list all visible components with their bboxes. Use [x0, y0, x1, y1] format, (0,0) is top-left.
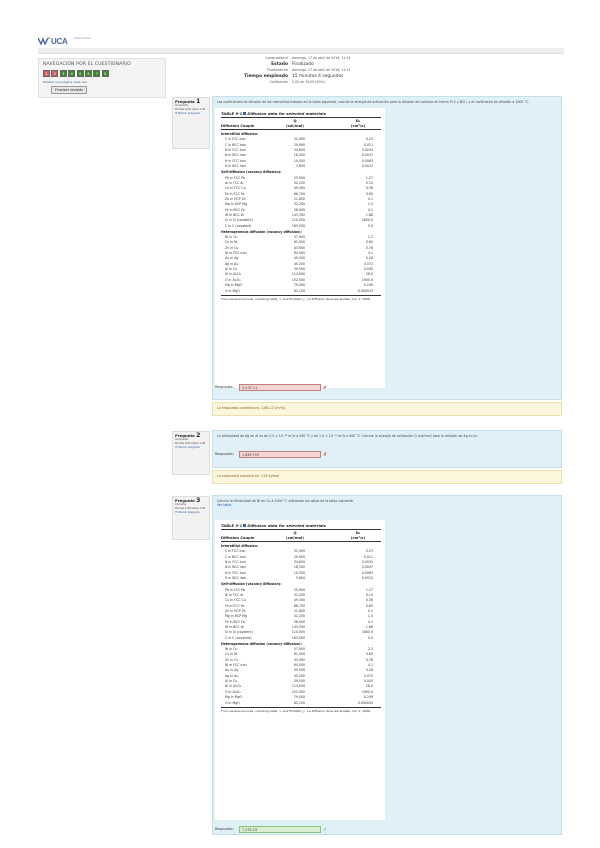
activation-energy: 49,300 — [293, 186, 305, 191]
view-table-link[interactable]: Ver tabla — [217, 503, 232, 507]
table-rule-bottom — [221, 295, 381, 296]
flag-icon: ⚑ — [175, 112, 178, 115]
activation-energy: 61,500 — [293, 652, 305, 657]
summary-value: domingo, 17 de abril de 2016, 11:14 — [292, 68, 351, 72]
diffusion-constant: 0.36 — [365, 598, 373, 603]
activation-energy: 64,000 — [293, 663, 305, 668]
question-text: La difusividad de Ag en Al es de 2,3 × 10⁻¹⁴ m²/s a 500 °C y de 1,0 × 10⁻¹⁰ m²/s a 900 °C. Calcule la energía de activación Q (cal/mol) para la difusión de Ag en Al. — [217, 434, 478, 438]
diffusion-constant: 0.65 — [365, 240, 373, 245]
diffusion-couple: W in BCC W — [225, 212, 244, 217]
uca-logo-icon — [38, 36, 50, 45]
activation-energy: 43,900 — [293, 245, 305, 250]
diffusion-couple: C in BCC iron — [225, 554, 246, 559]
table-row — [225, 576, 377, 581]
column-header-couple: Diffusion Couple — [221, 123, 255, 128]
activation-energy: 45,500 — [293, 256, 305, 261]
activation-energy: 143,300 — [291, 624, 305, 629]
diffusion-couple: Mg in MgO — [225, 283, 242, 288]
table-section-heading: Interstitial diffusion: — [221, 544, 259, 548]
answer-label: Respuesta: — [215, 452, 234, 457]
question-score: Puntúa 1,00 sobre 1,00 — [175, 507, 206, 510]
diffusion-constant: 1900.0 — [361, 277, 373, 282]
summary-value: 5,00 de 10,00 (50%) — [292, 80, 325, 84]
column-header-q-unit: (cal/mol) — [286, 123, 304, 128]
diffusion-couple: H in BCC iron — [225, 164, 247, 169]
diffusion-constant: 0.0012 — [361, 164, 373, 169]
table-rule-header — [221, 129, 381, 130]
column-header-q: Q — [293, 531, 297, 535]
diffusion-constant: 0.011 — [363, 554, 373, 559]
table-section-heading: Interstitial diffusion: — [221, 132, 259, 136]
activation-energy: 57,900 — [293, 647, 305, 651]
diffusion-constant: 0.65 — [365, 191, 373, 196]
column-header-q-unit: (cal/mol) — [286, 535, 304, 540]
answer-label: Respuesta: — [215, 385, 234, 390]
activation-energy: 43,900 — [293, 657, 305, 662]
table-title — [221, 523, 326, 528]
table-row — [225, 701, 377, 706]
diffusion-couple: Fe in FCC Fe — [225, 603, 245, 608]
diffusion-constant: 0.23 — [365, 549, 373, 554]
diffusion-couple: Fe in BCC Fe — [225, 619, 245, 624]
top-navbar — [38, 48, 564, 54]
diffusion-couple: N in FCC iron — [225, 148, 246, 153]
diffusion-couple: Pb in FCC Pb — [225, 175, 246, 180]
activation-energy: 110,000 — [291, 218, 305, 223]
diffusion-constant: 0.0047 — [361, 153, 373, 158]
diffusion-constant: 1.27 — [365, 587, 373, 592]
activation-energy: 163,000 — [291, 635, 305, 640]
diffusion-constant: 1.88 — [365, 212, 373, 217]
summary-value: 15 minutos 4 segundos — [292, 74, 344, 79]
diffusion-couple: O in Al₂O₃ — [225, 277, 241, 282]
diffusion-couple: Pb in FCC Pb — [225, 587, 246, 592]
question-text: Calcule la difusividad de Ni en Cu a 1000 °C utilizando los datos de la tabla siguiente. — [217, 499, 354, 503]
table-section-heading: Heterogeneous diffusion (vacancy diffusion): — [221, 641, 302, 646]
table-section-heading: Self-diffusion (vacancy diffusion): — [221, 170, 282, 175]
diffusion-couple: Al in FCC Al — [225, 592, 244, 597]
summary-row — [170, 80, 564, 86]
activation-energy: 21,800 — [293, 196, 305, 201]
activation-energy: 114,000 — [291, 272, 305, 277]
question-2-feedback: La respuesta correcta es: 113 kJ/mol — [212, 470, 562, 484]
diffusion-constant: 1.27 — [365, 175, 373, 180]
column-header-d0-unit: (cm²/s) — [350, 123, 366, 128]
diffusion-constant: 0.072 — [363, 261, 373, 266]
diffusion-constant: 0.36 — [365, 186, 373, 191]
diffusion-constant: 0.011 — [363, 142, 373, 147]
activation-energy: 25,900 — [293, 175, 305, 180]
question-number: Pregunta 2 — [175, 432, 201, 439]
diffusion-constant: 0.0063 — [361, 158, 373, 163]
attempt-summary — [170, 56, 564, 86]
diffusion-constant: 0.65 — [365, 603, 373, 608]
flag-question-link[interactable]: ⚑ Marcar pregunta — [175, 511, 200, 514]
column-header-d0: D₀ — [355, 531, 361, 535]
diffusion-couple: Au in Ag — [225, 256, 239, 261]
table-source-note: From several sources, including Adda, Y. and Philibert, J., La Diffusion dans les Solides, Vol. 2, 1966. — [221, 296, 371, 301]
activation-energy: 152,000 — [291, 689, 305, 694]
diffusion-couple: Zn in Cu — [225, 657, 239, 662]
diffusion-constant: 1.0 — [367, 614, 373, 619]
show-one-page-link[interactable]: Mostrar una página cada vez — [43, 80, 87, 84]
quiz-navigation-buttons — [43, 70, 109, 77]
question-score: Puntúa 0,00 sobre 1,00 — [175, 108, 206, 111]
activation-energy: 32,200 — [293, 202, 305, 207]
table-label: TABLE 5-1 — [221, 111, 243, 116]
diffusion-couple: Mg in MgO — [225, 695, 242, 700]
table-row — [225, 164, 377, 169]
diffusion-couple: Au in Ag — [225, 668, 239, 673]
diffusion-couple: H in FCC iron — [225, 570, 246, 575]
quiz-nav-button-3[interactable]: 3 — [60, 70, 67, 77]
diffusion-data-table — [215, 520, 385, 820]
diffusion-constant: 2.3 — [367, 647, 373, 651]
diffusion-couple: N in FCC iron — [225, 560, 246, 565]
incorrect-icon: ✗ — [323, 451, 328, 458]
activation-energy: 32,200 — [293, 592, 305, 597]
table-rule-header — [221, 541, 381, 542]
quiz-nav-button-7[interactable]: 7 — [93, 70, 100, 77]
diffusion-couple: N in BCC iron — [225, 153, 247, 158]
diffusion-couple: W in BCC W — [225, 624, 244, 629]
site-header — [38, 36, 138, 46]
question-2-content — [212, 430, 562, 468]
diffusion-constant: 0.045 — [363, 679, 373, 684]
diffusion-couple: Zn in Cu — [225, 245, 239, 250]
diffusion-constant: 2.3 — [367, 235, 373, 239]
diffusion-couple: Al in Al₂O₃ — [225, 684, 242, 689]
diffusion-constant: 5.0 — [367, 223, 373, 228]
diffusion-constant: 1.0 — [367, 202, 373, 207]
table-marker-icon — [243, 112, 246, 115]
activation-energy: 20,900 — [293, 142, 305, 147]
activation-energy: 61,500 — [293, 240, 305, 245]
diffusion-couple: Cu in Ni — [225, 652, 238, 657]
diffusion-constant: 0.26 — [365, 256, 373, 261]
diffusion-constant: 0.10 — [365, 592, 373, 597]
summary-value: Finalizado — [292, 62, 314, 67]
diffusion-constant: 28.0 — [365, 272, 373, 277]
diffusion-couple: Al in Al₂O₃ — [225, 272, 242, 277]
diffusion-couple: Al in FCC Al — [225, 180, 244, 185]
diffusion-couple: C in C (covalent) — [225, 223, 252, 228]
activation-energy: 40,200 — [293, 261, 305, 266]
question-text: Los coeficientes de difusión de los elementos listados en la tabla siguiente, calcule la energía de activación para la difusión de carbono en hierro FCC y BCC, y el coeficiente de difusión a 1000 °C. — [217, 100, 530, 104]
activation-energy: 58,900 — [293, 619, 305, 624]
diffusion-couple: C in BCC iron — [225, 142, 246, 147]
quiz-nav-button-8[interactable]: 8 — [102, 70, 109, 77]
question-number: Pregunta 3 — [175, 497, 201, 504]
activation-energy: 114,000 — [291, 684, 305, 689]
diffusion-couple: C in FCC iron — [225, 137, 246, 142]
diffusion-constant: 1800.0 — [361, 218, 373, 223]
incorrect-icon: ✗ — [323, 384, 328, 391]
diffusion-couple: Cu in FCC Cu — [225, 598, 246, 603]
diffusion-constant: 0.0063 — [361, 570, 373, 575]
quiz-nav-button-6[interactable]: 6 — [85, 70, 92, 77]
summary-value: domingo, 17 de abril de 2016, 11:14 — [292, 56, 351, 60]
diffusion-constant: 0.249 — [363, 695, 373, 700]
table-row — [225, 224, 377, 229]
diffusion-couple: Zn in HCP Zn — [225, 196, 246, 201]
activation-energy: 79,000 — [293, 283, 305, 288]
diffusion-constant: 0.65 — [365, 652, 373, 657]
activation-energy: 3,600 — [295, 576, 305, 581]
summary-label: Estado — [271, 62, 288, 67]
diffusion-couple: Ag in Au — [225, 673, 239, 678]
table-row — [225, 636, 377, 641]
diffusion-couple: Al in Cu — [225, 679, 238, 684]
table-label: TABLE 5-1 — [221, 523, 243, 528]
question-status: Incorrecta — [175, 104, 189, 107]
diffusion-couple: Ni in FCC iron — [225, 251, 247, 256]
diffusion-data-table — [215, 108, 385, 388]
question-1-info — [172, 97, 210, 149]
diffusion-constant: 0.78 — [365, 245, 373, 250]
activation-energy: 3,600 — [295, 164, 305, 169]
column-header-d0-unit: (cm²/s) — [350, 535, 366, 540]
correct-icon: ✓ — [323, 826, 328, 833]
flag-icon: ⚑ — [175, 446, 178, 449]
finish-review-button[interactable]: Finalizar revisión — [51, 86, 87, 94]
activation-energy: 79,000 — [293, 695, 305, 700]
quiz-nav-button-4[interactable]: 4 — [68, 70, 75, 77]
activation-energy: 82,100 — [293, 288, 305, 293]
diffusion-constant: 0.0034 — [361, 148, 373, 153]
diffusion-couple: Ag in Au — [225, 261, 239, 266]
diffusion-constant: 1.88 — [365, 624, 373, 629]
diffusion-constant: 4.1 — [367, 251, 373, 256]
summary-label: Comenzado el — [265, 56, 288, 60]
activation-energy: 21,800 — [293, 608, 305, 613]
activation-energy: 18,300 — [293, 153, 305, 158]
table-caption: Diffusion data for selected materials — [247, 111, 326, 116]
diffusion-couple: H in BCC iron — [225, 576, 247, 581]
activation-energy: 10,300 — [293, 158, 305, 163]
diffusion-constant: 0.0047 — [361, 565, 373, 570]
diffusion-couple: Mg in HCP Mg — [225, 614, 248, 619]
activation-energy: 57,900 — [293, 235, 305, 239]
diffusion-constant: 28.0 — [365, 684, 373, 689]
activation-energy: 32,200 — [293, 180, 305, 185]
diffusion-couple: Mg in HCP Mg — [225, 202, 248, 207]
activation-energy: 58,900 — [293, 207, 305, 212]
diffusion-constant: 1900.0 — [361, 689, 373, 694]
diffusion-constant: 0.072 — [363, 673, 373, 678]
activation-energy: 39,500 — [293, 679, 305, 684]
table-section-heading: Heterogeneous diffusion (vacancy diffusion): — [221, 229, 302, 234]
activation-energy: 110,000 — [291, 630, 305, 635]
diffusion-constant: 4.1 — [367, 619, 373, 624]
quiz-nav-button-1[interactable]: 1 — [43, 70, 50, 77]
activation-energy: 32,900 — [293, 137, 305, 142]
activation-energy: 40,200 — [293, 673, 305, 678]
activation-energy: 143,300 — [291, 212, 305, 217]
diffusion-constant: 0.045 — [363, 267, 373, 272]
diffusion-couple: Ni in FCC iron — [225, 663, 247, 668]
activation-energy: 64,000 — [293, 251, 305, 256]
diffusion-couple: Zn in HCP Zn — [225, 608, 246, 613]
activation-energy: 34,600 — [293, 560, 305, 565]
summary-label: Finalizado en — [267, 68, 288, 72]
diffusion-constant: 0.26 — [365, 668, 373, 673]
diffusion-couple: N in BCC iron — [225, 565, 247, 570]
diffusion-couple: Cu in Ni — [225, 240, 238, 245]
diffusion-constant: 0.10 — [365, 180, 373, 185]
diffusion-constant: 1800.0 — [361, 630, 373, 635]
table-rule-top — [221, 529, 381, 530]
table-rule-top — [221, 117, 381, 118]
table-section-heading: Self-diffusion (vacancy diffusion): — [221, 582, 282, 587]
diffusion-couple: O in Al₂O₃ — [225, 689, 241, 694]
diffusion-couple: Fe in BCC Fe — [225, 207, 245, 212]
diffusion-constant: 0.000043 — [357, 700, 373, 705]
quiz-nav-button-2[interactable]: 2 — [51, 70, 58, 77]
diffusion-couple: Al in Cu — [225, 267, 238, 272]
activation-energy: 45,500 — [293, 668, 305, 673]
diffusion-constant: 0.1 — [367, 608, 373, 613]
diffusion-constant: 0.000043 — [357, 288, 373, 293]
quiz-navigation-title: NAVEGACIÓN POR EL CUESTIONARIO — [43, 62, 131, 67]
answer-input[interactable]: 3,47E-11 — [239, 384, 321, 391]
table-caption: Diffusion data for selected materials — [247, 523, 326, 528]
question-status: Incorrecta — [175, 438, 189, 441]
activation-energy: 82,100 — [293, 700, 305, 705]
column-header-couple: Diffusion Couple — [221, 535, 255, 540]
activation-energy: 152,000 — [291, 277, 305, 282]
activation-energy: 66,700 — [293, 603, 305, 608]
activation-energy: 34,600 — [293, 148, 305, 153]
answer-input[interactable]: 7,27E-15 — [239, 826, 321, 833]
diffusion-couple: C in C (covalent) — [225, 635, 252, 640]
column-header-q: Q — [293, 119, 297, 123]
activation-energy: 49,300 — [293, 598, 305, 603]
table-rule-bottom — [221, 707, 381, 708]
diffusion-couple: O in MgO — [225, 700, 240, 705]
activation-energy: 32,900 — [293, 549, 305, 554]
activation-energy: 32,200 — [293, 614, 305, 619]
diffusion-constant: 0.23 — [365, 137, 373, 142]
answer-input[interactable]: 1,84E+05 — [239, 451, 321, 458]
quiz-nav-button-5[interactable]: 5 — [77, 70, 84, 77]
activation-energy: 39,500 — [293, 267, 305, 272]
diffusion-couple: Si in Si (covalent) — [225, 630, 253, 635]
diffusion-constant: 4.1 — [367, 207, 373, 212]
question-1-feedback: La respuesta correcta es: 1,6E-12 (m²/s) — [212, 402, 562, 416]
diffusion-couple: Cu in FCC Cu — [225, 186, 246, 191]
flag-question-link[interactable]: ⚑ Marcar pregunta — [175, 446, 200, 449]
summary-label: Calificación — [269, 80, 288, 84]
activation-energy: 66,700 — [293, 191, 305, 196]
table-marker-icon — [243, 524, 246, 527]
question-3-info — [172, 496, 210, 540]
logo-text[interactable]: UCA — [51, 37, 68, 46]
flag-icon: ⚑ — [175, 511, 178, 514]
diffusion-constant: 0.1 — [367, 196, 373, 201]
diffusion-constant: 0.249 — [363, 283, 373, 288]
diffusion-couple: O in MgO — [225, 288, 240, 293]
activation-energy: 20,900 — [293, 554, 305, 559]
question-status: Correcta — [175, 503, 187, 506]
flag-question-link[interactable]: ⚑ Marcar pregunta — [175, 112, 200, 115]
question-2-info — [172, 431, 210, 475]
activation-energy: 10,300 — [293, 570, 305, 575]
diffusion-constant: 0.0034 — [361, 560, 373, 565]
diffusion-couple: H in FCC iron — [225, 158, 246, 163]
diffusion-couple: Fe in FCC Fe — [225, 191, 245, 196]
table-source-note: From several sources, including Adda, Y. and Philibert, J., La Diffusion dans les Solides, Vol. 2, 1966. — [221, 708, 371, 713]
quiz-navigation-block — [38, 58, 166, 98]
diffusion-couple: C in FCC iron — [225, 549, 246, 554]
diffusion-couple: Si in Si (covalent) — [225, 218, 253, 223]
column-header-d0: D₀ — [355, 119, 361, 123]
diffusion-constant: 5.0 — [367, 635, 373, 640]
logo-subtitle: Campus Virtual — [74, 37, 91, 40]
diffusion-couple: Ni in Cu — [225, 647, 238, 651]
activation-energy: 25,900 — [293, 587, 305, 592]
table-title — [221, 111, 326, 116]
summary-label: Tiempo empleado — [243, 74, 288, 79]
diffusion-couple: Ni in Cu — [225, 235, 238, 239]
diffusion-constant: 4.1 — [367, 663, 373, 668]
question-score: Puntúa 0,00 sobre 1,00 — [175, 442, 206, 445]
question-number: Pregunta 1 — [175, 98, 201, 105]
activation-energy: 163,000 — [291, 223, 305, 228]
activation-energy: 18,300 — [293, 565, 305, 570]
table-row — [225, 289, 377, 294]
diffusion-constant: 0.78 — [365, 657, 373, 662]
answer-label: Respuesta: — [215, 827, 234, 832]
diffusion-constant: 0.0012 — [361, 576, 373, 581]
